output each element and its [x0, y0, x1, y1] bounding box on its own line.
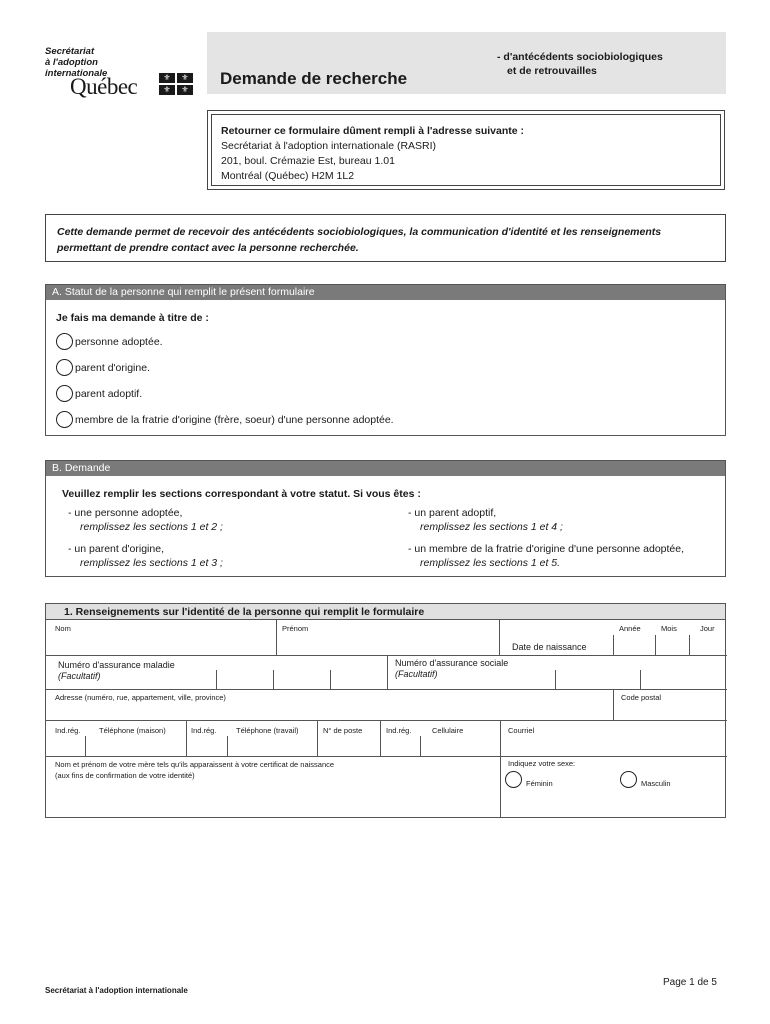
instruction-item: - un parent adoptif, remplissez les sections 1 et 4 ;: [408, 507, 563, 533]
nom-label: Nom: [55, 624, 71, 633]
item-who: un parent d'origine,: [74, 543, 164, 555]
address-line: Montréal (Québec) H2M 1L2: [221, 170, 355, 182]
tel-maison-field[interactable]: [46, 721, 186, 756]
status-option-adoptive-parent[interactable]: [56, 385, 142, 402]
radio-circle-icon[interactable]: [56, 411, 73, 428]
prenom-field[interactable]: [277, 620, 499, 655]
nas-optional: (Facultatif): [395, 669, 438, 679]
radio-circle-icon[interactable]: [56, 359, 73, 376]
feminin-label: Féminin: [526, 779, 553, 788]
indreg-label: Ind.rég.: [191, 726, 217, 735]
poste-label: N° de poste: [323, 726, 363, 735]
nam-optional: (Facultatif): [58, 671, 101, 681]
instruction-item: - un parent d'origine, remplissez les sections 1 et 3 ;: [68, 543, 223, 569]
masculin-label: Masculin: [641, 779, 671, 788]
instruction-item: - un membre de la fratrie d'origine d'une personne adoptée, remplissez les sections 1 et 5.: [408, 543, 685, 569]
adresse-field[interactable]: [46, 690, 613, 720]
tel-travail-field[interactable]: [187, 721, 317, 756]
cellulaire-label: Cellulaire: [432, 726, 464, 735]
option-label: parent d'origine.: [75, 361, 150, 374]
section-b-instruction: Veuillez remplir les sections correspondant à votre statut. Si vous êtes :: [62, 488, 421, 500]
mere-text: Nom et prénom de votre mère tels qu'ils apparaissent à votre certificat de naissance: [55, 760, 335, 769]
option-label: membre de la fratrie d'origine (frère, soeur) d'une personne adoptée.: [75, 413, 394, 426]
item-what: remplissez les sections 1 et 5.: [420, 557, 561, 569]
return-address-box: [207, 110, 725, 190]
mere-field[interactable]: [46, 757, 500, 818]
tel-maison-label: Téléphone (maison): [99, 726, 166, 735]
page-title: Demande de recherche: [220, 69, 408, 88]
radio-masculin[interactable]: [620, 771, 637, 788]
logo-quebec: Québec: [70, 74, 138, 99]
nam-label: [58, 660, 175, 682]
intro-notice: Cette demande permet de recevoir des antécédents sociobiologiques, la communication d'identité et les renseignements permettant de prendre contact avec la personne recherchée.: [45, 214, 726, 262]
date-naissance-field[interactable]: [614, 635, 726, 655]
section-1-identity: [45, 603, 726, 818]
indreg-label: Ind.rég.: [55, 726, 81, 735]
mois-label: Mois: [661, 624, 677, 633]
annee-label: Année: [619, 624, 641, 633]
address-line: 201, boul. Crémazie Est, bureau 1.01: [221, 155, 395, 167]
poste-field[interactable]: [318, 721, 380, 756]
option-label: parent adoptif.: [75, 387, 143, 400]
option-label: personne adoptée.: [75, 335, 163, 348]
item-what: remplissez les sections 1 et 2 ;: [80, 521, 223, 533]
courriel-field[interactable]: [501, 721, 726, 756]
item-who: une personne adoptée,: [74, 507, 183, 519]
section-b-title: B. Demande: [46, 461, 725, 476]
radio-circle-icon[interactable]: [56, 385, 73, 402]
adresse-label: Adresse (numéro, rue, appartement, ville, province): [55, 693, 226, 702]
logo-line: à l'adoption: [45, 57, 98, 68]
status-option-birth-parent[interactable]: [56, 359, 150, 376]
instruction-item: - une personne adoptée, remplissez les sections 1 et 2 ;: [68, 507, 223, 533]
item-what: remplissez les sections 1 et 3 ;: [80, 557, 223, 569]
page-subtitle: [497, 50, 663, 78]
logo-line: Secrétariat: [45, 46, 95, 57]
return-heading: Retourner ce formulaire dûment rempli à l'adresse suivante :: [221, 125, 525, 137]
nom-field[interactable]: [46, 620, 276, 655]
prenom-label: Prénom: [282, 624, 309, 633]
address-line: Secrétariat à l'adoption internationale (RASRI): [221, 140, 437, 152]
item-what: remplissez les sections 1 et 4 ;: [420, 521, 563, 533]
code-postal-label: Code postal: [621, 693, 662, 702]
date-naissance-label: Date de naissance: [512, 642, 587, 652]
cellulaire-field[interactable]: [381, 721, 500, 756]
section-a: [45, 284, 726, 436]
footer-organization: Secrétariat à l'adoption internationale: [45, 986, 188, 995]
section-a-title: A. Statut de la personne qui remplit le présent formulaire: [46, 285, 725, 300]
courriel-label: Courriel: [508, 726, 535, 735]
sexe-label: Indiquez votre sexe:: [508, 759, 576, 768]
subtitle-line: - d'antécédents sociobiologiques: [497, 51, 663, 63]
item-who: un membre de la fratrie d'origine d'une personne adoptée,: [414, 543, 685, 555]
status-option-sibling[interactable]: [56, 411, 394, 428]
item-who: un parent adoptif,: [414, 507, 497, 519]
jour-label: Jour: [700, 624, 715, 633]
subtitle-line: et de retrouvailles: [507, 65, 597, 77]
fleurdelise-flag-icon: ⚜ ⚜ ⚜ ⚜: [159, 73, 193, 95]
radio-circle-icon[interactable]: [56, 333, 73, 350]
nas-text: Numéro d'assurance sociale: [395, 658, 509, 668]
mere-note: (aux fins de confirmation de votre identité): [55, 771, 195, 780]
tel-travail-label: Téléphone (travail): [236, 726, 299, 735]
logo-line: internationale: [45, 68, 108, 79]
section-1-title: 1. Renseignements sur l'identité de la personne qui remplit le formulaire: [46, 604, 725, 620]
nas-field[interactable]: [556, 670, 726, 689]
nas-label: [395, 658, 508, 680]
radio-feminin[interactable]: [505, 771, 522, 788]
status-option-adoptee[interactable]: [56, 333, 163, 350]
nam-text: Numéro d'assurance maladie: [58, 660, 175, 670]
section-b: [45, 460, 726, 577]
nam-field[interactable]: [217, 670, 387, 689]
code-postal-field[interactable]: [614, 690, 726, 720]
page-number: Page 1 de 5: [663, 977, 717, 988]
indreg-label: Ind.rég.: [386, 726, 412, 735]
section-a-question: Je fais ma demande à titre de :: [56, 312, 209, 324]
